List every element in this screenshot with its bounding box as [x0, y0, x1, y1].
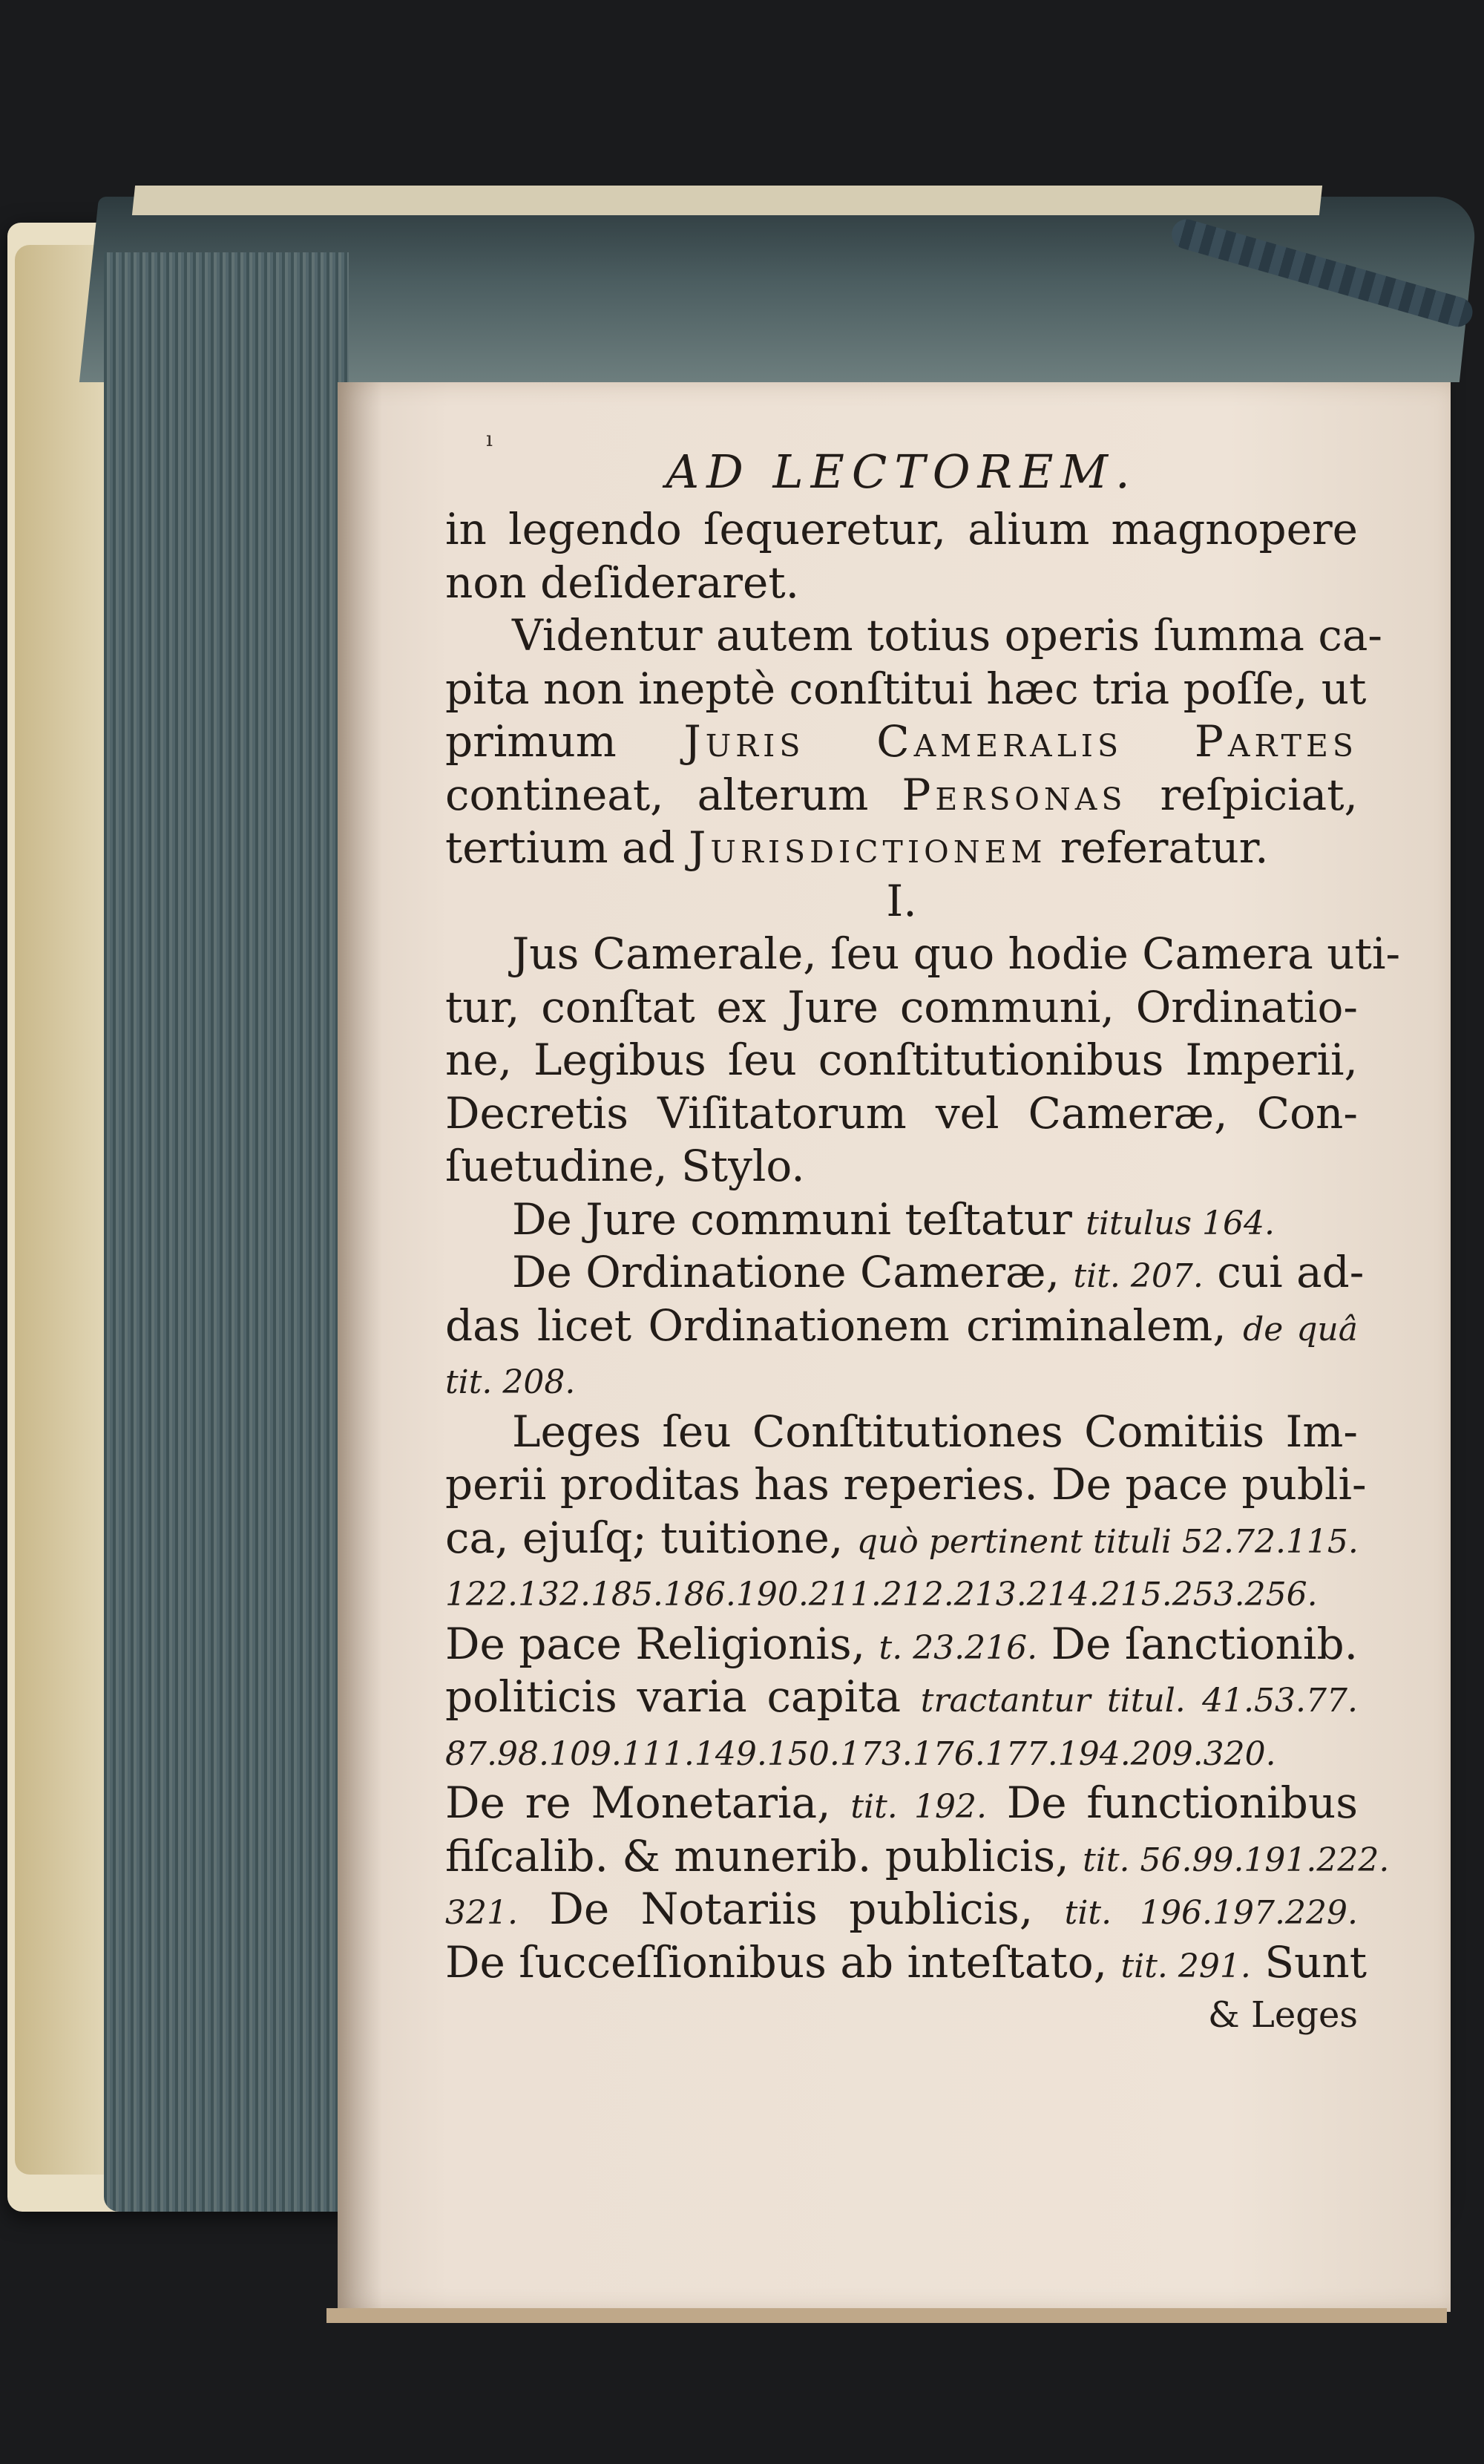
line-text: De Notariis publicis, [517, 1884, 1065, 1934]
line-text: ſuetudine, Stylo. [445, 1141, 805, 1191]
small-caps-text: Juris Cameralis Partes [683, 716, 1358, 767]
line-text: De pace Religionis, [445, 1618, 879, 1669]
text-line [445, 715, 1358, 769]
text-line [445, 1406, 1358, 1459]
line-text: primum [445, 716, 684, 767]
line-text: non deſideraret. [445, 557, 800, 608]
text-line [445, 981, 1358, 1035]
gutter-shadow [338, 382, 382, 2312]
line-text: reſpiciat, [1126, 769, 1358, 820]
text-line [445, 1140, 1358, 1193]
text-line [445, 928, 1401, 981]
catchword: & Leges [1207, 1994, 1358, 2036]
text-line [445, 1671, 1358, 1724]
citation-text: tit. 192. [850, 1788, 988, 1826]
line-text: perii proditas has reperies. De pace publi- [445, 1459, 1367, 1510]
citation-text: tractantur titul. 41.53.77. [920, 1682, 1358, 1720]
text-line [445, 1034, 1358, 1087]
text-line [445, 1087, 1358, 1141]
line-text: tertium ad [445, 822, 689, 873]
text-line [445, 1777, 1358, 1830]
line-text: Leges ſeu Conſtitutiones Comitiis Im- [512, 1406, 1358, 1457]
citation-text: 87.98.109.111.149.150.173.176.177.194.209.320. [445, 1734, 1276, 1773]
text-line [445, 1724, 1358, 1777]
line-text: Videntur autem totius operis ſumma ca- [512, 610, 1383, 661]
line-text: Sunt [1250, 1936, 1368, 1988]
citation-text: t. 23.216. [879, 1628, 1038, 1667]
line-text: De Jure communi teſtatur [512, 1193, 1086, 1245]
line-text: in legendo ſequeretur, alium magnopere [445, 504, 1358, 554]
citation-text: tit. 56.99.191.222. [1083, 1841, 1390, 1879]
citation-text: de quâ [1243, 1310, 1358, 1349]
line-text: De ſucceſſionibus ab inteſtato, [445, 1936, 1121, 1988]
page-mark: ı [486, 427, 493, 451]
page-block-fore-edge [104, 252, 349, 2212]
line-text: tur, conſtat ex Jure communi, Ordinatio- [445, 981, 1358, 1032]
line-text: De Ordinatione Cameræ, [512, 1247, 1074, 1297]
line-text: referatur. [1046, 822, 1269, 873]
citation-text: tit. 208. [445, 1363, 576, 1401]
citation-text: 321. [445, 1894, 518, 1932]
small-caps-text: Jurisdictionem [689, 822, 1047, 873]
cover-edge [15, 245, 111, 2175]
text-block-intro [445, 503, 1383, 875]
line-text: De functionibus [987, 1777, 1358, 1828]
text-line [445, 1564, 1358, 1618]
text-line [445, 1883, 1358, 1936]
page-text [445, 445, 1401, 2036]
citation-text: tit. 291. [1120, 1947, 1251, 1985]
running-head: AD LECTOREM. [666, 445, 1137, 499]
top-board-edge [132, 186, 1322, 215]
text-line [445, 1300, 1358, 1353]
citation-text: tit. 196.197.229. [1064, 1894, 1358, 1932]
line-text: De ſanctionib. [1037, 1618, 1359, 1669]
citation-text: 122.132.185.186.190.211.212.213.214.215.253.256. [445, 1576, 1318, 1613]
citation-text: tit. 207. [1073, 1257, 1204, 1295]
line-text: ca, ejuſq; tuitione, [445, 1512, 857, 1563]
text-line [445, 1936, 1368, 1990]
line-text: pita non ineptè conſtitui hæc tria poſſe, ut [445, 663, 1367, 714]
line-text: Jus Camerale, ſeu quo hodie Camera uti- [512, 928, 1401, 979]
text-line [445, 822, 1358, 875]
text-line [445, 1193, 1358, 1247]
text-line [445, 663, 1367, 716]
line-text: Decretis Viſitatorum vel Cameræ, Con- [445, 1087, 1358, 1138]
text-line [445, 609, 1383, 663]
line-text: das licet Ordinationem criminalem, [445, 1300, 1244, 1351]
text-line [445, 1352, 1358, 1406]
text-line [445, 1246, 1365, 1300]
text-line [445, 1830, 1390, 1884]
line-text: contineat, alterum [445, 769, 902, 820]
line-text: cui ad- [1203, 1247, 1365, 1297]
page-bottom-edge [326, 2308, 1447, 2323]
text-line [445, 1512, 1358, 1565]
line-text: ne, Legibus ſeu conſtitutionibus Imperii, [445, 1035, 1358, 1085]
text-line [445, 1618, 1358, 1671]
text-block-section-1 [445, 928, 1401, 1989]
text-line [445, 1458, 1367, 1512]
line-text: politicis varia capita [445, 1671, 921, 1722]
line-text: fiſcalib. & munerib. publicis, [445, 1830, 1083, 1881]
text-line [445, 503, 1358, 557]
text-line [445, 557, 1358, 610]
text-line [445, 769, 1358, 822]
citation-text: quò pertinent tituli 52.72.115. [856, 1522, 1359, 1561]
small-caps-text: Personas [902, 769, 1127, 820]
citation-text: titulus 164. [1086, 1204, 1275, 1242]
line-text: De re Monetaria, [445, 1777, 851, 1828]
section-numeral: I. [886, 875, 917, 926]
